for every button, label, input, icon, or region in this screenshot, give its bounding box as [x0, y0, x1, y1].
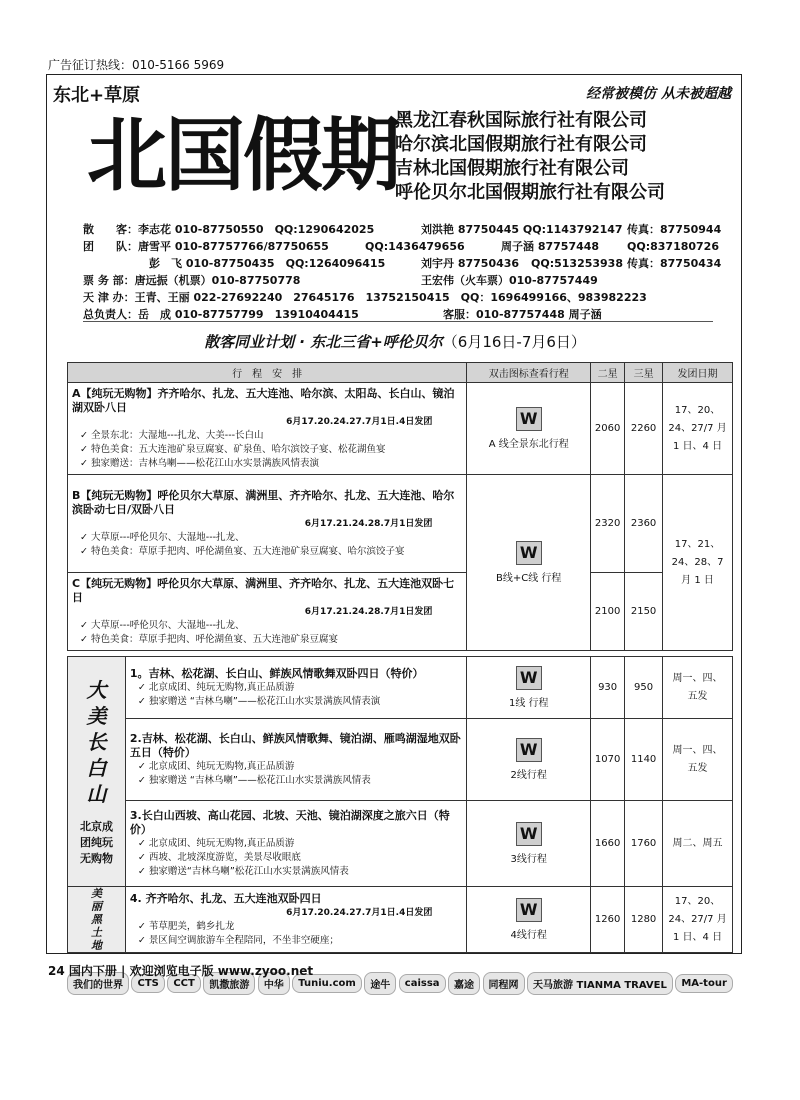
side-subtitle — [68, 819, 125, 867]
price-2star: 2060 — [591, 383, 625, 475]
table-row — [68, 801, 733, 887]
link-label: 2线行程 — [510, 770, 547, 781]
side-title-char: 丽 — [90, 900, 102, 913]
price-3star: 1140 — [625, 719, 663, 801]
contact-row — [83, 255, 737, 272]
contact-text: 彭 飞 010-87750435 QQ:1264096415 — [149, 257, 386, 270]
price-2star: 1260 — [591, 887, 625, 953]
route-bullet: ✓ 景区间空调旅游车全程陪同，不坐非空硬座； — [130, 934, 462, 948]
route-title: C【纯玩无购物】呼伦贝尔大草原、满洲里、齐齐哈尔、扎龙、五大连池双卧七日 — [72, 576, 455, 604]
partner-logo: 凯撒旅游 — [203, 972, 255, 995]
contact-text: QQ:1436479656 — [365, 240, 465, 253]
route-bullet: ✓ 大草原---呼伦贝尔、大湿地---扎龙、 — [72, 531, 462, 545]
company-list — [395, 109, 665, 205]
dept-line: 24、28、7 — [671, 556, 724, 568]
route-title: B【纯玩无购物】呼伦贝尔大草原、满洲里、齐齐哈尔、扎龙、五大连池、哈尔滨卧动七日/双卧八日 — [72, 488, 455, 516]
contact-text: QQ:513253938 — [531, 257, 623, 270]
itinerary-table — [67, 362, 733, 953]
route-line-3 — [125, 801, 466, 887]
route-bullet: ✓ 特色美食：草原手把肉、呼伦湖鱼宴、五大连池矿泉豆腐宴 — [72, 633, 462, 647]
price-3star: 2360 — [625, 475, 663, 573]
partner-logo: 中华 — [258, 972, 290, 995]
divider — [83, 321, 713, 322]
partner-logo: 天马旅游 TIANMA TRAVEL — [527, 972, 673, 995]
word-doc-icon[interactable]: W — [516, 822, 542, 846]
col-header: 发团日期 — [663, 363, 733, 383]
route-bullet: ✓ 大草原---呼伦贝尔、大湿地---扎龙、 — [72, 619, 462, 633]
side-sub-line: 无购物 — [79, 851, 113, 865]
side-title-char: 黑 — [90, 913, 102, 926]
route-title: 4. 齐齐哈尔、扎龙、五大连池双卧四日 — [129, 891, 322, 905]
contact-text: 团 队：唐雪平 010-87757766/87750655 — [83, 240, 329, 253]
plan-title — [47, 331, 743, 352]
itinerary-link[interactable] — [467, 801, 591, 887]
dept-line: 17、20、 — [674, 895, 721, 907]
side-title-char: 土 — [90, 926, 102, 939]
link-label: B线+C线 行程 — [496, 573, 562, 584]
contact-row — [83, 221, 737, 238]
word-doc-icon[interactable]: W — [516, 407, 542, 431]
side-label-changbaishan — [68, 657, 126, 887]
partner-logo: 嘉途 — [448, 972, 480, 995]
route-title: 1。吉林、松花湖、长白山、鲜族风情歌舞双卧四日（特价） — [129, 666, 424, 680]
side-title-char: 地 — [90, 939, 102, 952]
partner-logo: 同程网 — [483, 972, 525, 995]
route-bullet: ✓ 独家赠送 “吉林乌喇”——松花江山水实景满族风情表演 — [130, 695, 462, 709]
itinerary-link[interactable] — [467, 719, 591, 801]
route-title: 2.吉林、松花湖、长白山、鲜族风情歌舞、镜泊湖、雁鸣湖湿地双卧五日（特价） — [129, 731, 461, 759]
route-bullet: ✓ 独家赠送“吉林乌喇”松花江山水实景满族风情表 — [130, 865, 462, 879]
dept-line: 24、27/7 月 — [668, 913, 727, 925]
route-date: 6月17.21.24.28.7月1日发团 — [304, 606, 433, 617]
route-bullet: ✓ 全景东北：大湿地---扎龙、大美---长白山 — [72, 429, 462, 443]
table-row — [68, 719, 733, 801]
dept-line: 月 1 日 — [681, 574, 714, 586]
price-2star: 2100 — [591, 573, 625, 651]
price-3star: 1760 — [625, 801, 663, 887]
dept-line: 1 日、4 日 — [672, 931, 723, 943]
route-C — [68, 573, 467, 651]
link-label: 4线行程 — [510, 930, 547, 941]
side-label-heitudi — [68, 887, 126, 953]
itinerary-link[interactable] — [467, 383, 591, 475]
page-footer: 24 国内下册 | 欢迎浏览电子版 www.zyoo.net — [48, 964, 314, 978]
price-2star: 1070 — [591, 719, 625, 801]
side-sub-line: 团纯玩 — [79, 835, 113, 849]
word-doc-icon[interactable]: W — [516, 541, 542, 565]
col-header: 行 程 安 排 — [68, 363, 467, 383]
partner-logo: CCT — [167, 974, 201, 993]
departure-dates — [663, 657, 733, 719]
plan-title-text: 散客同业计划 · 东北三省+呼伦贝尔 — [204, 333, 443, 351]
table-row — [68, 657, 733, 719]
contact-text: 天 津 办：王青、王丽 022-27692240 27645176 13752150415 QQ：1696499166、983982223 — [83, 291, 647, 304]
departure-dates — [663, 383, 733, 475]
company-name: 哈尔滨北国假期旅行社有限公司 — [395, 134, 647, 155]
itinerary-link[interactable] — [467, 657, 591, 719]
table-header-row — [68, 363, 733, 383]
dept-line: 周一、四、 — [672, 744, 723, 756]
dept-line: 五发 — [687, 690, 708, 702]
contact-text: 王宏伟（火车票）010-87757449 — [421, 274, 598, 287]
route-line-2 — [125, 719, 466, 801]
brand-title: 北国假期 — [87, 109, 399, 202]
route-date: 6月17.21.24.28.7月1日发团 — [304, 518, 433, 529]
contact-text: 客服：010-87757448 周子涵 — [443, 308, 602, 321]
itinerary-link[interactable] — [467, 887, 591, 953]
route-bullet: ✓ 北京成团、纯玩无购物,真正品质游 — [130, 760, 462, 774]
route-bullet: ✓ 北京成团、纯玩无购物,真正品质游 — [130, 837, 462, 851]
contact-text: 传真：87750434 — [627, 257, 722, 270]
table-row — [68, 475, 733, 573]
contact-text: 刘洪艳 87750445 QQ:1143792147 — [421, 223, 623, 236]
route-date: 6月17.20.24.27.7月1日.4日发团 — [286, 416, 433, 427]
route-bullet: ✓ 北京成团、纯玩无购物,真正品质游 — [130, 681, 462, 695]
itinerary-link[interactable] — [467, 475, 591, 651]
route-bullet: ✓ 独家赠送 “吉林乌喇”——松花江山水实景满族风情表 — [130, 774, 462, 788]
table-row — [68, 887, 733, 953]
col-header: 二星 — [591, 363, 625, 383]
link-label: A 线全景东北行程 — [488, 439, 569, 450]
side-title-char: 长 — [86, 729, 107, 754]
route-bullet: ✓ 西坡、北坡深度游览，美景尽收眼底 — [130, 851, 462, 865]
contact-text: 传真：87750944 — [627, 223, 722, 236]
dept-line: 17、21、 — [674, 538, 721, 550]
side-sub-line: 北京成 — [79, 819, 113, 833]
contact-row — [83, 289, 737, 306]
route-A — [68, 383, 467, 475]
dept-line: 五发 — [687, 762, 708, 774]
side-title-char: 白 — [86, 755, 107, 780]
price-3star: 2260 — [625, 383, 663, 475]
contact-row — [83, 272, 737, 289]
price-3star: 1280 — [625, 887, 663, 953]
departure-dates — [663, 887, 733, 953]
slogan: 经常被模仿 从未被超越 — [586, 86, 731, 102]
word-doc-icon[interactable]: W — [516, 738, 542, 762]
price-2star: 1660 — [591, 801, 625, 887]
region-label: 东北+草原 — [53, 85, 141, 106]
side-title-char: 山 — [86, 781, 107, 806]
route-title: A【纯玩无购物】齐齐哈尔、扎龙、五大连池、哈尔滨、太阳岛、长白山、镜泊湖双卧八日 — [72, 386, 455, 414]
side-title-char: 美 — [90, 887, 102, 900]
dept-line: 周二、周五 — [672, 837, 723, 849]
partner-logo: MA-tour — [675, 974, 733, 993]
side-title-char: 美 — [86, 703, 107, 728]
link-label: 3线行程 — [510, 854, 547, 865]
contact-text: QQ:837180726 — [627, 240, 719, 253]
contact-text: 票 务 部：唐远振（机票）010-87750778 — [83, 274, 301, 287]
departure-dates — [663, 475, 733, 651]
departure-dates — [663, 801, 733, 887]
ad-hotline: 广告征订热线：010-5166 5969 — [48, 58, 225, 72]
price-3star: 950 — [625, 657, 663, 719]
partner-logo: caissa — [399, 974, 446, 993]
partner-logo: CTS — [131, 974, 164, 993]
departure-dates — [663, 719, 733, 801]
partner-logo: 途牛 — [364, 972, 396, 995]
dept-line: 24、27/7 月 — [668, 422, 727, 434]
contact-row — [83, 238, 737, 255]
route-bullet: ✓ 特色美食：草原手把肉、呼伦湖鱼宴、五大连池矿泉豆腐宴、哈尔滨饺子宴 — [72, 545, 462, 559]
side-title-char: 大 — [86, 677, 107, 702]
route-bullet: ✓ 特色美食：五大连池矿泉豆腐宴、矿泉鱼、哈尔滨饺子宴、松花湖鱼宴 — [72, 443, 462, 457]
link-label: 1线 行程 — [508, 698, 549, 709]
partner-logo: 我们的世界 — [67, 972, 129, 995]
route-line-1 — [125, 657, 466, 719]
col-header: 三星 — [625, 363, 663, 383]
dept-line: 17、20、 — [674, 404, 721, 416]
company-name: 吉林北国假期旅行社有限公司 — [395, 158, 629, 179]
word-doc-icon[interactable]: W — [516, 666, 542, 690]
contact-block — [83, 221, 737, 323]
contact-text: 刘宇丹 87750436 — [421, 257, 520, 270]
dept-line: 1 日、4 日 — [672, 440, 723, 452]
route-bullet: ✓ 独家赠送：吉林乌喇——松花江山水实景满族风情表演 — [72, 457, 462, 471]
partner-logo: Tuniu.com — [292, 974, 362, 993]
dept-line: 周一、四、 — [672, 672, 723, 684]
table-row — [68, 383, 733, 475]
col-header: 双击图标查看行程 — [467, 363, 591, 383]
route-B — [68, 475, 467, 573]
table-row — [68, 573, 733, 651]
route-line-4 — [125, 887, 466, 953]
contact-text: 总负责人：岳 成 010-87757799 13910404415 — [83, 308, 359, 321]
route-title: 3.长白山西坡、高山花园、北坡、天池、镜泊湖深度之旅六日（特价） — [129, 808, 450, 836]
price-2star: 2320 — [591, 475, 625, 573]
company-name: 呼伦贝尔北国假期旅行社有限公司 — [395, 182, 665, 203]
contact-text: 周子涵 87757448 — [501, 240, 600, 253]
route-date: 6月17.20.24.27.7月1日.4日发团 — [286, 907, 433, 918]
route-bullet: ✓ 苇草肥美，鹤乡扎龙 — [130, 920, 462, 934]
plan-dates: （6月16日-7月6日） — [442, 333, 586, 351]
company-name: 黑龙江春秋国际旅行社有限公司 — [395, 110, 647, 131]
price-2star: 930 — [591, 657, 625, 719]
word-doc-icon[interactable]: W — [516, 898, 542, 922]
price-3star: 2150 — [625, 573, 663, 651]
contact-text: 散 客：李志花 010-87750550 QQ:1290642025 — [83, 223, 375, 236]
